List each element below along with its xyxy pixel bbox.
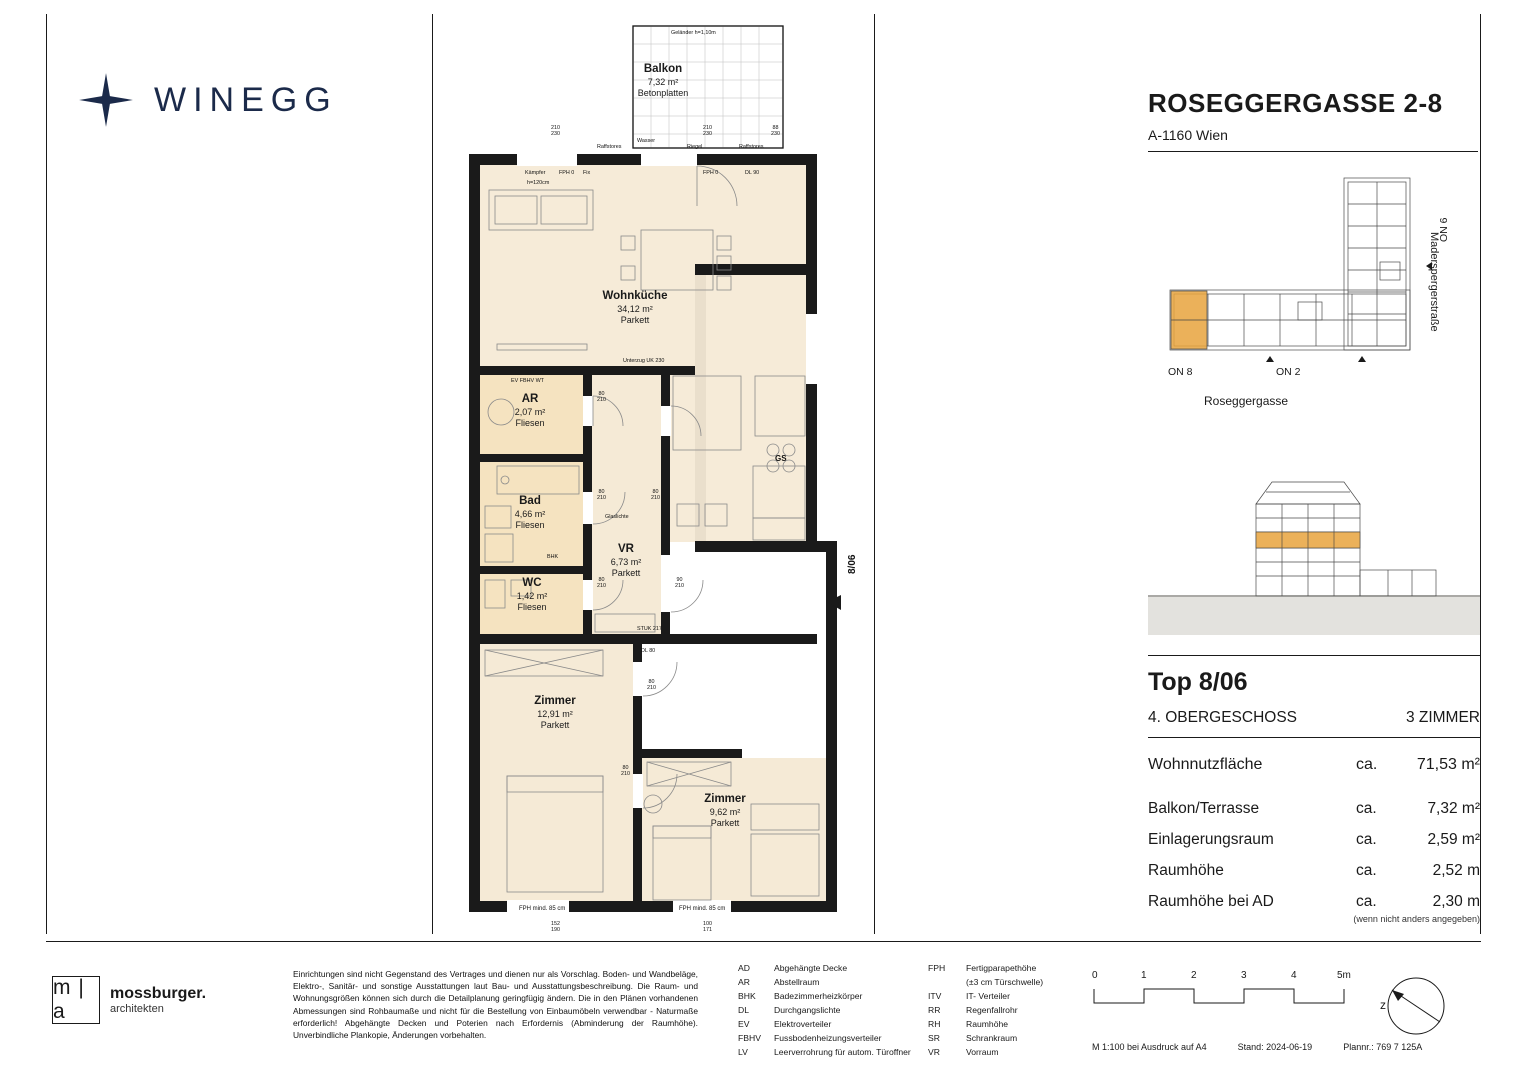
legend-item: BHK Badezimmerheizkörper (738, 990, 863, 1001)
legend-item: (±3 cm Türschwelle) (966, 976, 1044, 987)
legend-item: FBHV Fussbodenheizungsverteiler (738, 1032, 882, 1043)
annotation-fph-left: FPH mind. 85 cm (519, 906, 566, 912)
room-label-wc: WC 1,42 m² Fliesen (516, 577, 548, 613)
legend-item: FPH Fertigparapethöhe (928, 963, 1037, 973)
area-ca: ca. (1356, 862, 1377, 879)
room-label-balkon: Balkon 7,32 m² Betonplatten (637, 63, 689, 99)
area-label: Raumhöhe (1148, 862, 1224, 879)
keyplan-street-bottom: Roseggergasse (1204, 394, 1289, 408)
plan-number: Plannr.: 769 7 125A (1343, 1042, 1423, 1052)
architect-subtitle: architekten (110, 1003, 164, 1016)
annotation-balkon-railing: Geländer h=1,10m (671, 30, 716, 36)
legend-item: LV Leerverrohrung für autom. Türoffner (738, 1046, 911, 1057)
legend-item: DL Durchgangslichte (738, 1004, 841, 1015)
area-label: Einlagerungsraum (1148, 831, 1274, 848)
area-row-balkon (1148, 800, 1480, 818)
scale-note: M 1:100 bei Ausdruck auf A4 (1092, 1042, 1207, 1052)
annotation-ev-fbhv-wt: EV FBHV WT (511, 378, 544, 384)
unit-marker-label: 8/06 (847, 554, 858, 574)
annotation-glaslichte: Glaslichte (605, 514, 629, 520)
window-dim-right: 88 230 (771, 125, 780, 137)
area-row-einlagerungsraum (1148, 831, 1480, 849)
annotation-dl90: DL 90 (745, 170, 760, 176)
annotation-unterzug: Unterzug UK 230 (623, 358, 665, 364)
annotation-riegel: Riegel (687, 144, 703, 150)
room-label-wohnkueche: Wohnküche 34,12 m² Parkett (602, 290, 668, 326)
room-label-vr: VR 6,73 m² Parkett (610, 543, 642, 579)
sheet-divider-mid-right (874, 14, 875, 934)
area-footnote: (wenn nicht anders angegeben) (1353, 914, 1480, 924)
keyplan-street-right: Maderspergerstraße (1428, 232, 1440, 332)
annotation-fix: Fix (583, 170, 591, 176)
architect-name: mossburger. (110, 984, 207, 1002)
window-dim-bottom-right: 100 171 (703, 921, 712, 933)
room-label-zimmer-1: Zimmer 12,91 m² Parkett (534, 695, 576, 731)
sheet-divider-left (46, 14, 47, 934)
annotation-fph0-b: FPH 0 (703, 170, 719, 176)
scale-bar (1092, 970, 1362, 1012)
room-label-zimmer-2: Zimmer 9,62 m² Parkett (704, 793, 746, 829)
annotation-bhk: BHK (547, 554, 559, 560)
scale-note-row (1092, 1042, 1422, 1052)
area-label: Wohnnutzfläche (1148, 756, 1263, 773)
area-label: Raumhöhe bei AD (1148, 893, 1274, 910)
plan-stand: Stand: 2024-06-19 (1237, 1042, 1313, 1052)
legend-item: RH Raumhöhe (928, 1018, 1009, 1029)
door-dim-zimmer2: 80 210 (621, 765, 630, 777)
window-dim-left: 210 230 (551, 125, 560, 137)
door-dim-wc: 80 210 (597, 577, 606, 589)
floor-plan-drawing (455, 14, 858, 934)
door-dim-entry: 90 210 (675, 577, 684, 589)
annotation-fph0-a: FPH 0 (559, 170, 575, 176)
unit-info-block (1148, 655, 1480, 924)
project-address-title: ROSEGGERGASSE 2-8 (1148, 88, 1443, 118)
keyplan-label-on8: ON 8 (1168, 366, 1193, 378)
legend-item: AD Abgehängte Decke (738, 963, 848, 973)
area-ca: ca. (1356, 800, 1377, 817)
scale-bar-graphic (1092, 985, 1348, 1007)
area-value: 2,30 m (1432, 893, 1480, 910)
sheet-divider-right (1480, 14, 1481, 934)
keyplan-label-on2: ON 2 (1276, 366, 1301, 378)
four-point-star-icon (78, 72, 134, 128)
header-divider (1148, 151, 1478, 152)
area-ca: ca. (1356, 893, 1377, 910)
door-dim-bad: 80 210 (597, 489, 606, 501)
legend-item: AR Abstellraum (738, 976, 820, 987)
annotation-raffstores-right: Raffstores (739, 144, 764, 150)
annotation-stuk217: STUK 217 (637, 626, 662, 632)
unit-floor-row (1148, 709, 1480, 738)
unit-rooms: 3 ZIMMER (1405, 709, 1480, 726)
plan-room-fills (480, 165, 826, 901)
scale-tick-labels: 0 1 2 3 4 5m (1092, 970, 1351, 981)
annotation-kaempfer: Kämpfer (525, 170, 546, 176)
disclaimer-text: Einrichtungen sind nicht Gegenstand des Vertrages und dienen nur als Vorschlag. Boden- und Wandbeläge, Elektro-, Sanitär- und sonstige Ausstattungen laut Bau- und Ausstattungsbeschreibung. Die Raum- und Wohnungsgrößen können sich durch die Detailplanung geringfügig ändern. Die in den Plänen vorhandenen Abmessungen sind Rohbaumaße und nicht für die Bestellung von Einbaumöbeln verwendbar - Naturmaße erforderlich! Abgehängte Decken und Poterien nach Erfordernis (Abminderung der Raumhöhe). Unverbindliche Plankopie, Änderungen vorbehalten. (293, 969, 698, 1040)
unit-title: Top 8/06 (1148, 668, 1248, 696)
window-dim-bottom-left: 152 190 (551, 921, 560, 933)
legend-item: SR Schrankraum (928, 1032, 1018, 1043)
annotation-raffstores-left: Raffstores (597, 144, 622, 150)
annotation-dl80: DL 80 (641, 648, 656, 654)
area-ca: ca. (1356, 756, 1378, 773)
building-section (1148, 470, 1480, 635)
annotation-gs: GS (775, 454, 787, 463)
architect-mark: m | a (52, 976, 100, 1024)
key-plan-highlight (1171, 291, 1207, 349)
annotation-h120: h=120cm (527, 180, 550, 186)
area-value: 2,52 m (1432, 862, 1480, 879)
project-address-sub: A-1160 Wien (1148, 127, 1228, 143)
legend-item: EV Elektroverteiler (738, 1018, 832, 1029)
unit-info-divider-top (1148, 655, 1480, 656)
floor-plan-svg (455, 14, 855, 934)
area-value: 71,53 m² (1416, 756, 1480, 773)
area-row-raumhoehe (1148, 862, 1480, 880)
door-dim-vr-a: 80 210 (651, 489, 660, 501)
legend-item: RR Regenfallrohr (928, 1004, 1018, 1015)
legend-item: ITV IT- Verteiler (928, 990, 1010, 1001)
unit-floor: 4. OBERGESCHOSS (1148, 709, 1298, 726)
section-diagram (1148, 470, 1480, 635)
area-value: 7,32 m² (1427, 800, 1480, 817)
door-dim-ar: 80 210 (597, 391, 606, 403)
area-label: Balkon/Terrasse (1148, 800, 1260, 817)
legend-item: VR Vorraum (928, 1046, 999, 1057)
door-dim-zimmer1: 80 210 (647, 679, 656, 691)
winegg-logo-text: WINEGG (154, 80, 338, 119)
room-label-bad: Bad 4,66 m² Fliesen (514, 495, 546, 531)
area-value: 2,59 m² (1427, 831, 1480, 848)
area-ca: ca. (1356, 831, 1377, 848)
sheet-divider-mid-left (432, 14, 433, 934)
legend-left (738, 962, 953, 1059)
north-arrow (1378, 968, 1450, 1040)
annotation-wasser: Wasser (637, 138, 656, 144)
footer-divider (46, 941, 1481, 942)
area-row-raumhoehe-ad (1148, 893, 1480, 911)
annotation-fph-right: FPH mind. 85 cm (679, 906, 726, 912)
north-letter: z (1380, 998, 1386, 1012)
winegg-logo (78, 72, 338, 128)
area-row-wohnnutzflaeche (1148, 756, 1480, 774)
architect-logo (52, 976, 206, 1024)
room-label-ar: AR 2,07 m² Fliesen (514, 393, 546, 429)
keyplan-label-on6: ON 6 (1438, 217, 1450, 242)
window-dim-mid: 210 230 (703, 125, 712, 137)
project-header (1148, 88, 1478, 152)
